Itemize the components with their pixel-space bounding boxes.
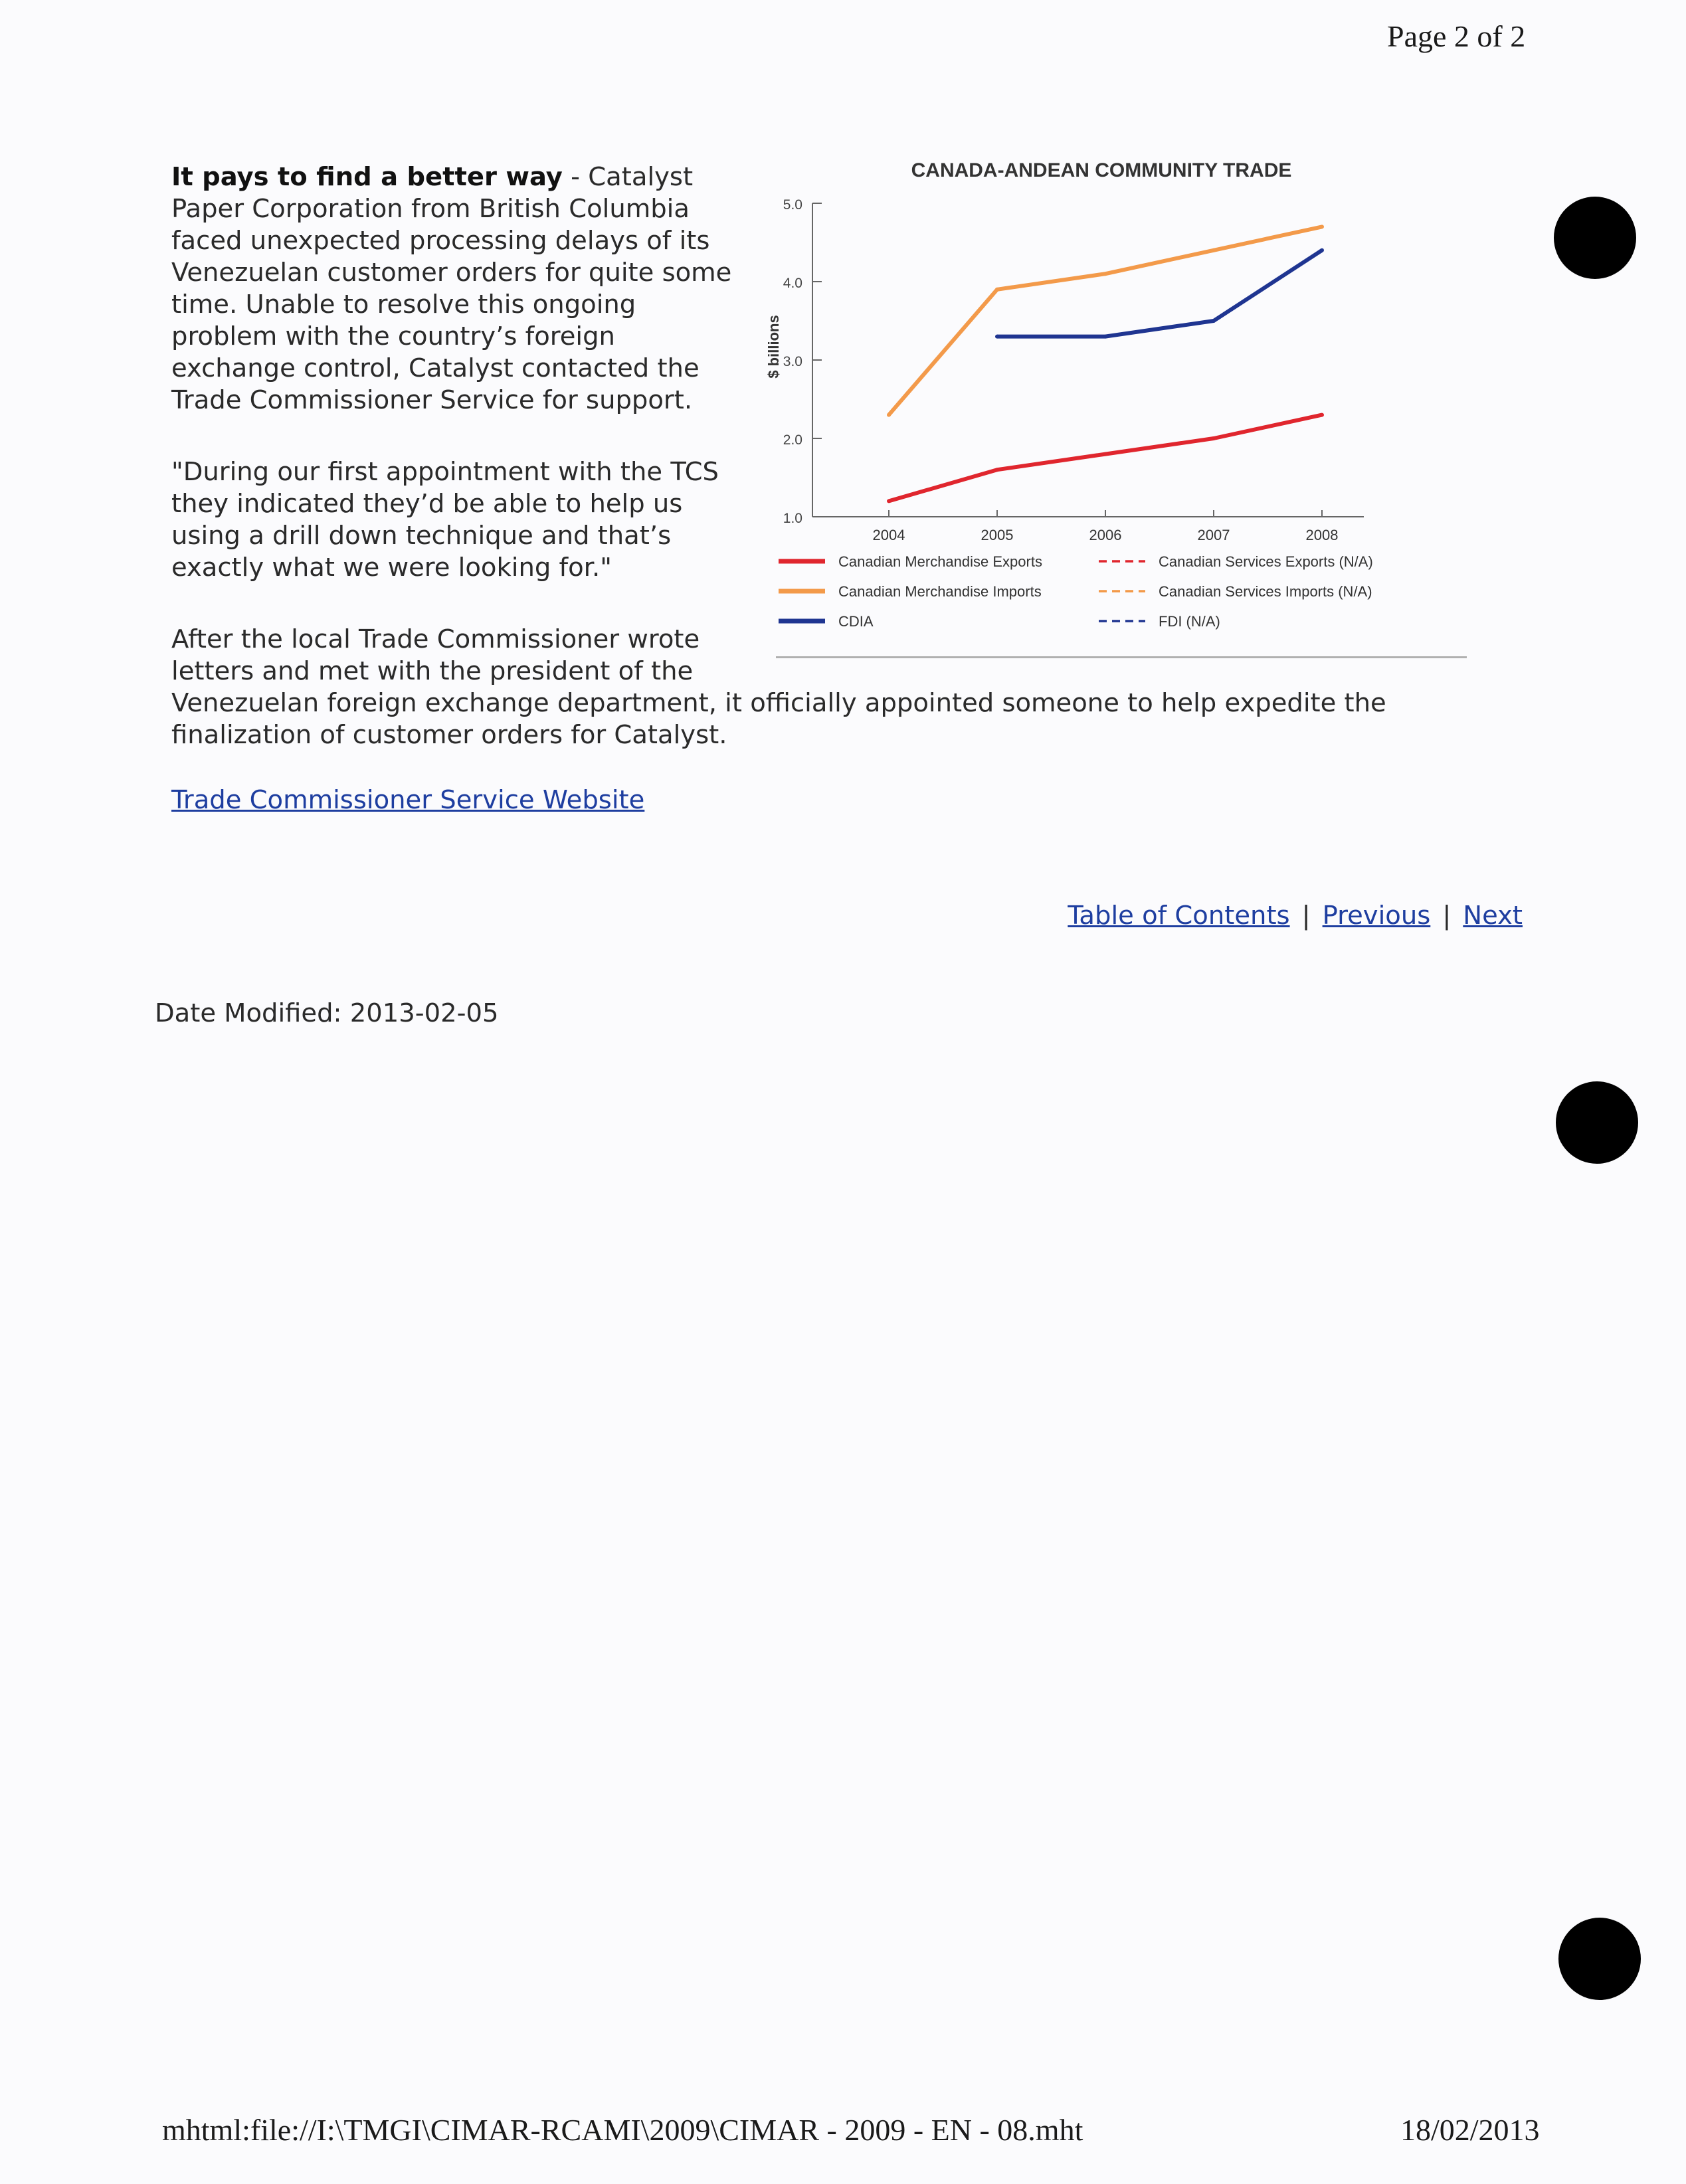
page-number: Page 2 of 2 xyxy=(1387,19,1526,53)
y-tick-label: 2.0 xyxy=(783,432,802,448)
x-tick-label: 2007 xyxy=(1197,527,1230,543)
legend-label: Canadian Services Imports (N/A) xyxy=(1159,583,1372,600)
trade-chart xyxy=(765,159,1473,673)
nav-separator: | xyxy=(1301,901,1311,931)
y-axis-label: $ billions xyxy=(765,315,782,379)
data-point xyxy=(1103,335,1107,339)
previous-link[interactable]: Previous xyxy=(1322,901,1431,931)
x-tick-label: 2004 xyxy=(872,527,905,543)
data-point xyxy=(1103,272,1107,276)
x-tick-label: 2008 xyxy=(1305,527,1339,543)
data-point xyxy=(1103,452,1107,456)
data-point xyxy=(1212,248,1216,252)
data-point xyxy=(1212,319,1216,323)
source-url: mhtml:file://I:\TMGI\CIMAR-RCAMI\2009\CIMAR - 2009 - EN - 08.mht xyxy=(162,2113,1083,2147)
chart-svg xyxy=(765,159,1473,653)
date-modified: Date Modified: 2013-02-05 xyxy=(155,998,499,1028)
legend-label: CDIA xyxy=(838,613,874,630)
legend-label: Canadian Services Exports (N/A) xyxy=(1159,553,1373,570)
data-point xyxy=(887,413,891,417)
data-point xyxy=(1320,225,1324,228)
y-tick-label: 3.0 xyxy=(783,354,802,369)
page-navigation xyxy=(1068,901,1523,931)
y-tick-label: 4.0 xyxy=(783,276,802,291)
next-link[interactable]: Next xyxy=(1463,901,1523,931)
data-point xyxy=(995,288,999,292)
data-point xyxy=(995,335,999,339)
data-point xyxy=(995,468,999,472)
legend-label: Canadian Merchandise Imports xyxy=(838,583,1042,600)
punch-hole xyxy=(1558,1918,1641,2000)
x-tick-label: 2006 xyxy=(1089,527,1122,543)
data-point xyxy=(1320,413,1324,417)
intro-text: - Catalyst Paper Corporation from British Columbia faced unexpected processing delays of its Venezuelan customer orders for quite some time. Unable to resolve this ongoing problem with the country’s foreign exchange control, Catalyst contacted the Trade Commissioner Service for support. xyxy=(171,162,732,415)
chart-divider xyxy=(776,656,1467,658)
punch-hole xyxy=(1556,1081,1638,1164)
closing-paragraph: After the local Trade Commissioner wrote letters and met with the president of the Venezuelan foreign exchange department, it officially appointed someone to help expedite the finalization of customer orders for Catalyst. xyxy=(171,624,1386,750)
legend-label: FDI (N/A) xyxy=(1159,613,1220,630)
data-point xyxy=(887,499,891,503)
data-point xyxy=(1320,248,1324,252)
nav-separator: | xyxy=(1442,901,1452,931)
series-line xyxy=(889,227,1322,414)
lead-heading: It pays to find a better way xyxy=(171,162,563,192)
tcs-website-link[interactable]: Trade Commissioner Service Website xyxy=(171,785,645,815)
article-body xyxy=(171,161,1473,816)
series-line xyxy=(889,415,1322,501)
y-tick-label: 5.0 xyxy=(783,197,802,213)
x-tick-label: 2005 xyxy=(981,527,1014,543)
chart-title: CANADA-ANDEAN COMMUNITY TRADE xyxy=(911,159,1292,181)
legend-label: Canadian Merchandise Exports xyxy=(838,553,1042,570)
print-date: 18/02/2013 xyxy=(1400,2113,1540,2147)
table-of-contents-link[interactable]: Table of Contents xyxy=(1068,901,1290,931)
y-tick-label: 1.0 xyxy=(783,511,802,526)
data-point xyxy=(1212,436,1216,440)
quote-paragraph: "During our first appointment with the TCS they indicated they’d be able to help us using a drill down technique and that’s exactly what we were looking for." xyxy=(171,457,719,583)
punch-hole xyxy=(1554,197,1636,279)
